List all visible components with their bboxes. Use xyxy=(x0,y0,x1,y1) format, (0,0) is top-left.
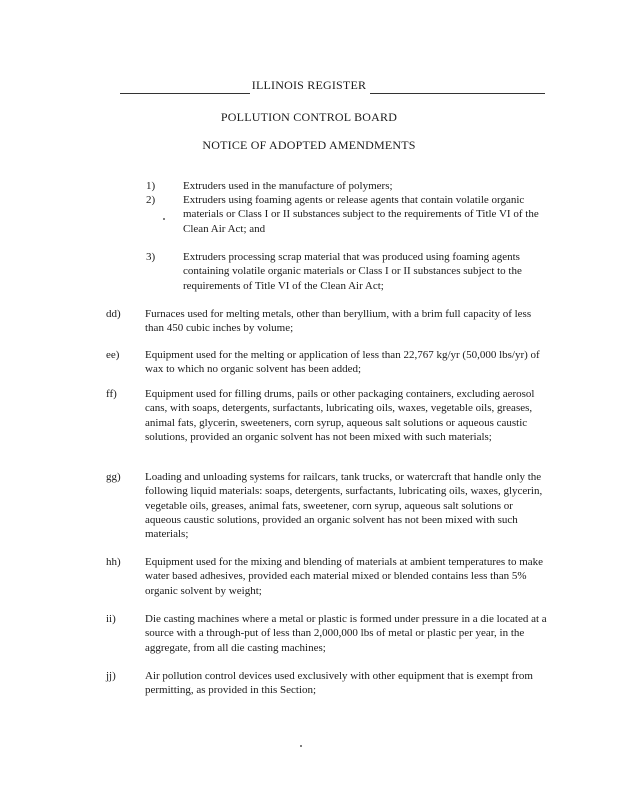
sub-item-text-3: Extruders processing scrap material that was produced using foaming agents containing volatile organic materials or Class I or II substances subject to the requirements of Title VI of the Clean Air Act; xyxy=(183,251,522,292)
item-text-dd: Furnaces used for melting metals, other than beryllium, with a brim full capacity of less than 450 cubic inches by volume; xyxy=(145,308,532,335)
item-label-ii: ii) xyxy=(106,613,116,625)
sub-item-label-3: 3) xyxy=(146,251,156,263)
item-label-hh: hh) xyxy=(106,556,121,568)
item-text-jj: Air pollution control devices used exclusively with other equipment that is exempt from permitting, as provided in this Section; xyxy=(145,670,533,697)
item-label-ff: ff) xyxy=(106,388,117,400)
scan-speck xyxy=(163,218,165,220)
item-text-gg: Loading and unloading systems for railcars, tank trucks, or watercraft that handle only the following liquid materials: soaps, detergents, surfactants, lubricating oils, waxes, glycerin, vegetable oils, greases, animal fats, sweetener, corn syrup, aqueous salt solutions or aqueous caustic solutions, provided an organic solvent has not been mixed with such materials; xyxy=(145,471,543,541)
item-text-ee: Equipment used for the melting or application of less than 22,767 kg/yr (50,000 lbs/yr) of wax to which no organic solvent has been added; xyxy=(145,349,540,376)
item-label-gg: gg) xyxy=(106,471,121,483)
item-text-ff: Equipment used for filling drums, pails or other packaging containers, excluding aerosol cans, with soaps, detergents, surfactants, lubricating oils, waxes, vegetable oils, greases, animal fats, glycerin, sweeteners, corn syrup, aqueous salt solutions or aqueous caustic solutions, provided an organic solvent has not been mixed with such materials; xyxy=(145,388,535,443)
sub-item-label-1: 1) xyxy=(146,180,156,192)
sub-item-label-2: 2) xyxy=(146,194,156,206)
header-rule-right xyxy=(370,93,545,94)
item-text-hh: Equipment used for the mixing and blending of materials at ambient temperatures to make water based adhesives, provided each material mixed or blended contains less than 5% organic solvent by weight; xyxy=(145,556,544,597)
board-title: POLLUTION CONTROL BOARD xyxy=(220,110,398,124)
sub-item-text-1: Extruders used in the manufacture of polymers; xyxy=(183,180,393,192)
item-label-dd: dd) xyxy=(106,308,121,320)
notice-title: NOTICE OF ADOPTED AMENDMENTS xyxy=(202,138,416,152)
item-label-jj: jj) xyxy=(106,670,116,682)
item-text-ii: Die casting machines where a metal or plastic is formed under pressure in a die located at a source with a through-put of less than 2,000,000 lbs of metal or plastic per year, in the aggregate, from all die casting machines; xyxy=(145,613,547,654)
scan-speck xyxy=(300,745,302,747)
header-rule-left xyxy=(120,93,250,94)
sub-item-text-2: Extruders using foaming agents or release agents that contain volatile organic materials or Class I or II substances subject to the requirements of Title VI of the Clean Air Act; and xyxy=(183,194,539,235)
item-label-ee: ee) xyxy=(106,349,120,361)
register-title: ILLINOIS REGISTER xyxy=(251,78,367,92)
